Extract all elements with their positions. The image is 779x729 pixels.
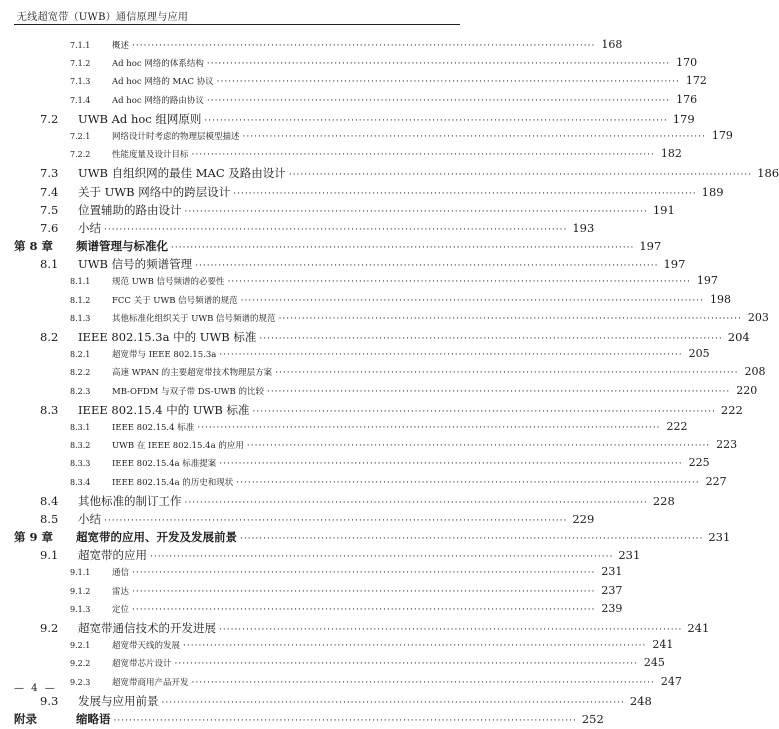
toc-entry-number: 9.2.2 <box>70 659 91 669</box>
toc-entry-number: 8.3.2 <box>70 441 91 451</box>
toc-leader-dots: ························································································································ <box>132 41 596 51</box>
toc-entry-number: 9.1.3 <box>70 604 91 614</box>
toc-leader-dots: ························································································································ <box>174 659 638 670</box>
toc-entry-title: 关于 UWB 网络中的跨层设计 <box>78 184 231 199</box>
toc-entry-number: 8.5 <box>40 511 59 526</box>
toc-leader-dots: ························································································································ <box>216 77 680 88</box>
toc-entry-page: 179 <box>711 128 733 142</box>
toc-entry-title: 雷达 <box>112 586 130 597</box>
toc-entry-number: 9.1 <box>40 548 59 563</box>
toc-entry-page: 231 <box>708 530 731 545</box>
toc-entry-number: 8.1 <box>40 257 59 272</box>
toc-leader-dots: ························································································································ <box>191 677 655 688</box>
toc-entry-page: 222 <box>720 402 743 417</box>
toc-entry-page: 170 <box>676 56 698 70</box>
toc-entry-page: 248 <box>629 693 652 708</box>
toc-entry-number: 7.1.2 <box>70 59 91 69</box>
toc-entry[interactable] <box>0 511 595 529</box>
toc-leader-dots: ························································································································ <box>195 261 659 272</box>
toc-entry-number: 第 8 章 <box>14 239 54 254</box>
toc-entry-title: 超宽带天线的发展 <box>112 641 181 652</box>
toc-entry[interactable] <box>0 365 766 383</box>
toc-entry-title: 其他标准化组织关于 UWB 信号频谱的规范 <box>112 313 276 324</box>
toc-leader-dots: ························································································································ <box>219 350 683 361</box>
toc-entry[interactable] <box>0 202 675 220</box>
toc-entry[interactable] <box>0 92 698 111</box>
toc-entry[interactable] <box>0 383 758 402</box>
toc-entry-number: 7.3 <box>40 166 59 181</box>
toc-entry-page: 252 <box>581 711 604 726</box>
toc-entry-number: 8.1.3 <box>70 313 91 323</box>
toc-entry[interactable] <box>0 165 779 183</box>
toc-leader-dots: ························································································································ <box>266 386 731 397</box>
toc-entry-number: 8.4 <box>40 493 59 508</box>
toc-entry[interactable] <box>0 56 698 74</box>
toc-entry-page: 204 <box>727 330 750 344</box>
toc-leader-dots: ························································································································ <box>191 150 655 161</box>
toc-entry-title: 超宽带的应用、开发及发展前景 <box>76 530 237 545</box>
toc-entry-number: 9.1.1 <box>70 568 91 578</box>
toc-entry-title: 超宽带的应用 <box>78 548 147 563</box>
toc-entry-number: 8.1.1 <box>70 277 91 287</box>
toc-entry[interactable] <box>0 638 674 656</box>
toc-entry-title: 超宽带商用产品开发 <box>112 677 189 688</box>
toc-entry-number: 8.3 <box>40 402 59 417</box>
toc-entry-title: MB-OFDM 与双子带 DS-UWB 的比较 <box>112 386 264 397</box>
toc-entry-number: 8.2.3 <box>70 386 91 396</box>
toc-entry[interactable] <box>0 128 733 147</box>
running-header: 无线超宽带（UWB）通信原理与应用 <box>17 12 189 23</box>
table-of-contents <box>0 38 779 729</box>
toc-entry[interactable] <box>0 111 695 129</box>
toc-leader-dots: ························································································································ <box>197 422 661 433</box>
toc-leader-dots: ························································································································ <box>240 295 704 306</box>
toc-entry-page: 176 <box>676 92 698 106</box>
toc-entry-title: 网络设计时考虑的物理层模型描述 <box>112 131 240 142</box>
toc-entry-page: 222 <box>666 419 688 433</box>
toc-entry[interactable] <box>0 493 675 511</box>
toc-entry[interactable] <box>0 693 652 711</box>
toc-entry[interactable] <box>0 474 727 493</box>
toc-entry-title: 位置辅助的路由设计 <box>78 202 182 217</box>
toc-entry-number: 第 9 章 <box>14 530 54 545</box>
toc-leader-dots: ························································································································ <box>275 368 739 379</box>
toc-entry-number: 9.2.1 <box>70 641 91 651</box>
toc-entry-title: IEEE 802.15.4 标准 <box>112 422 195 433</box>
toc-leader-dots: ························································································································ <box>171 243 635 254</box>
toc-entry-number: 9.2.3 <box>70 677 91 687</box>
toc-leader-dots: ························································································································ <box>104 515 568 526</box>
toc-entry-page: 205 <box>688 347 710 361</box>
toc-entry-title: UWB Ad hoc 组网原则 <box>78 111 202 126</box>
toc-entry-title: 规范 UWB 信号频谱的必要性 <box>112 277 225 288</box>
toc-entry-page: 231 <box>618 548 641 563</box>
toc-entry-page: 172 <box>685 74 707 88</box>
toc-entry[interactable] <box>0 583 623 602</box>
toc-entry-title: Ad hoc 网络的路由协议 <box>112 95 204 106</box>
toc-entry[interactable] <box>0 620 710 638</box>
toc-entry[interactable] <box>0 220 595 238</box>
toc-entry[interactable] <box>0 292 731 311</box>
toc-leader-dots: ························································································································ <box>150 552 614 563</box>
toc-leader-dots: ························································································································ <box>206 95 671 106</box>
toc-leader-dots: ························································································································ <box>184 497 648 508</box>
toc-entry-page: 203 <box>747 310 769 324</box>
toc-entry-page: 241 <box>652 638 674 652</box>
toc-entry-page: 231 <box>601 565 623 579</box>
toc-entry[interactable] <box>0 674 682 693</box>
toc-entry[interactable] <box>0 419 688 438</box>
toc-entry-page: 245 <box>643 656 665 670</box>
toc-leader-dots: ························································································································ <box>104 224 568 235</box>
toc-entry-title: 概述 <box>112 41 130 51</box>
toc-entry-number: 7.1.3 <box>70 77 91 87</box>
toc-leader-dots: ························································································································ <box>240 534 704 545</box>
toc-leader-dots: ························································································································ <box>183 641 647 652</box>
toc-entry[interactable] <box>0 38 623 56</box>
toc-leader-dots: ························································································································ <box>252 406 716 417</box>
toc-entry-number: 7.2 <box>40 111 59 126</box>
toc-entry-title: FCC 关于 UWB 信号频谱的规范 <box>112 295 238 306</box>
toc-entry-title: UWB 在 IEEE 802.15.4a 的应用 <box>112 441 244 452</box>
toc-entry-title: 超宽带芯片设计 <box>112 659 172 670</box>
toc-entry-title: 小结 <box>78 511 101 526</box>
toc-entry-number: 8.3.1 <box>70 422 91 432</box>
toc-entry-title: Ad hoc 网络的体系结构 <box>112 59 204 70</box>
toc-entry-page: 182 <box>660 147 682 161</box>
toc-entry-number: 8.1.2 <box>70 295 91 305</box>
toc-entry-number: 9.2 <box>40 621 59 635</box>
toc-leader-dots: ························································································································ <box>206 59 671 70</box>
toc-entry-page: 229 <box>572 511 595 526</box>
toc-leader-dots: ························································································································ <box>227 277 691 288</box>
toc-leader-dots: ························································································································ <box>113 715 577 726</box>
toc-entry-page: 247 <box>660 674 682 688</box>
toc-entry-title: IEEE 802.15.4a 的历史和现状 <box>112 477 234 488</box>
toc-entry[interactable] <box>0 547 641 565</box>
toc-entry-page: 241 <box>687 621 710 635</box>
toc-entry-title: 超宽带与 IEEE 802.15.3a <box>112 350 217 361</box>
toc-leader-dots: ························································································································ <box>246 441 711 452</box>
toc-entry-page: 189 <box>701 184 724 199</box>
toc-entry-title: 其他标准的制订工作 <box>78 493 182 508</box>
toc-leader-dots: ························································································································ <box>161 697 625 708</box>
toc-entry-title: 频谱管理与标准化 <box>76 239 168 254</box>
toc-entry-number: 8.2.1 <box>70 350 91 360</box>
toc-entry-page: 179 <box>672 111 695 126</box>
toc-entry-title: 小结 <box>78 220 101 235</box>
toc-entry[interactable] <box>0 310 769 329</box>
toc-entry-number: 7.2.1 <box>70 131 91 141</box>
toc-entry-number: 9.1.2 <box>70 586 91 596</box>
toc-entry-title: 高速 WPAN 的主要超宽带技术物理层方案 <box>112 368 273 379</box>
toc-entry[interactable] <box>0 238 662 256</box>
toc-entry-page: 186 <box>757 166 779 181</box>
toc-entry-page: 223 <box>716 438 738 452</box>
toc-entry-number: 8.3.3 <box>70 459 91 469</box>
toc-entry[interactable] <box>0 256 686 274</box>
toc-leader-dots: ························································································································ <box>242 131 706 142</box>
toc-entry-number: 8.2 <box>40 330 59 344</box>
toc-entry-page: 198 <box>709 292 731 306</box>
toc-entry-page: 225 <box>688 456 710 470</box>
toc-entry-page: 168 <box>601 38 623 51</box>
toc-entry-number: 7.6 <box>40 220 59 235</box>
toc-entry[interactable] <box>0 402 743 420</box>
toc-entry[interactable] <box>0 601 623 620</box>
toc-entry-title: 定位 <box>112 604 130 615</box>
header-rule <box>14 24 460 25</box>
toc-leader-dots: ························································································································ <box>236 477 700 488</box>
toc-entry-title: 性能度量及设计目标 <box>112 150 189 161</box>
toc-entry-page: 239 <box>601 601 623 615</box>
toc-entry-title: IEEE 802.15.4a 标准提案 <box>112 459 217 470</box>
toc-entry-page: 237 <box>601 583 623 597</box>
toc-entry[interactable] <box>0 711 604 729</box>
toc-entry[interactable] <box>0 184 724 202</box>
toc-entry-title: 发展与应用前景 <box>78 693 159 708</box>
toc-leader-dots: ························································································································ <box>288 170 753 181</box>
toc-entry-number: 7.1.4 <box>70 95 91 105</box>
toc-leader-dots: ························································································································ <box>132 568 596 579</box>
toc-leader-dots: ························································································································ <box>259 334 723 344</box>
toc-entry[interactable] <box>0 565 623 583</box>
toc-leader-dots: ························································································································ <box>219 625 683 635</box>
toc-entry[interactable] <box>0 347 710 365</box>
toc-entry-title: 超宽带通信技术的开发进展 <box>78 621 216 635</box>
toc-entry-title: Ad hoc 网络的 MAC 协议 <box>112 77 214 88</box>
toc-entry[interactable] <box>0 438 738 456</box>
toc-entry-number: 7.2.2 <box>70 150 91 160</box>
toc-entry-title: 通信 <box>112 568 130 579</box>
toc-leader-dots: ························································································································ <box>132 604 596 615</box>
toc-entry-page: 220 <box>736 383 758 397</box>
toc-entry-page: 193 <box>572 220 595 235</box>
toc-entry[interactable] <box>0 456 710 474</box>
toc-entry[interactable] <box>0 656 665 674</box>
toc-entry-page: 228 <box>652 493 675 508</box>
toc-entry-page: 197 <box>696 274 718 288</box>
toc-entry[interactable] <box>0 74 707 92</box>
toc-entry[interactable] <box>0 274 718 292</box>
toc-entry-number: 7.5 <box>40 202 59 217</box>
toc-entry-title: UWB 信号的频谱管理 <box>78 257 193 272</box>
toc-entry[interactable] <box>0 147 682 165</box>
toc-leader-dots: ························································································································ <box>278 313 742 324</box>
toc-entry-page: 197 <box>663 257 686 272</box>
toc-entry-page: 227 <box>705 474 727 488</box>
toc-leader-dots: ························································································································ <box>184 206 648 217</box>
toc-entry-number: 9.3 <box>40 693 59 708</box>
toc-entry[interactable] <box>0 329 750 347</box>
toc-entry-title: 缩略语 <box>76 711 111 726</box>
toc-leader-dots: ························································································································ <box>233 188 697 199</box>
toc-leader-dots: ························································································································ <box>204 115 668 126</box>
toc-entry[interactable] <box>0 529 731 547</box>
toc-entry-title: IEEE 802.15.4 中的 UWB 标准 <box>78 402 250 417</box>
toc-entry-page: 208 <box>744 365 766 379</box>
toc-entry-number: 8.2.2 <box>70 368 91 378</box>
toc-entry-number: 附录 <box>14 711 37 726</box>
toc-entry-title: UWB 自组织网的最佳 MAC 及路由设计 <box>78 166 286 181</box>
toc-entry-number: 7.4 <box>40 184 59 199</box>
toc-leader-dots: ························································································································ <box>132 586 596 597</box>
toc-entry-number: 8.3.4 <box>70 477 91 487</box>
toc-leader-dots: ························································································································ <box>219 459 683 470</box>
toc-entry-number: 7.1.1 <box>70 41 91 50</box>
page-number: — 4 — <box>14 683 57 694</box>
toc-entry-page: 197 <box>639 239 662 254</box>
toc-entry-page: 191 <box>652 202 675 217</box>
toc-entry-title: IEEE 802.15.3a 中的 UWB 标准 <box>78 330 257 344</box>
